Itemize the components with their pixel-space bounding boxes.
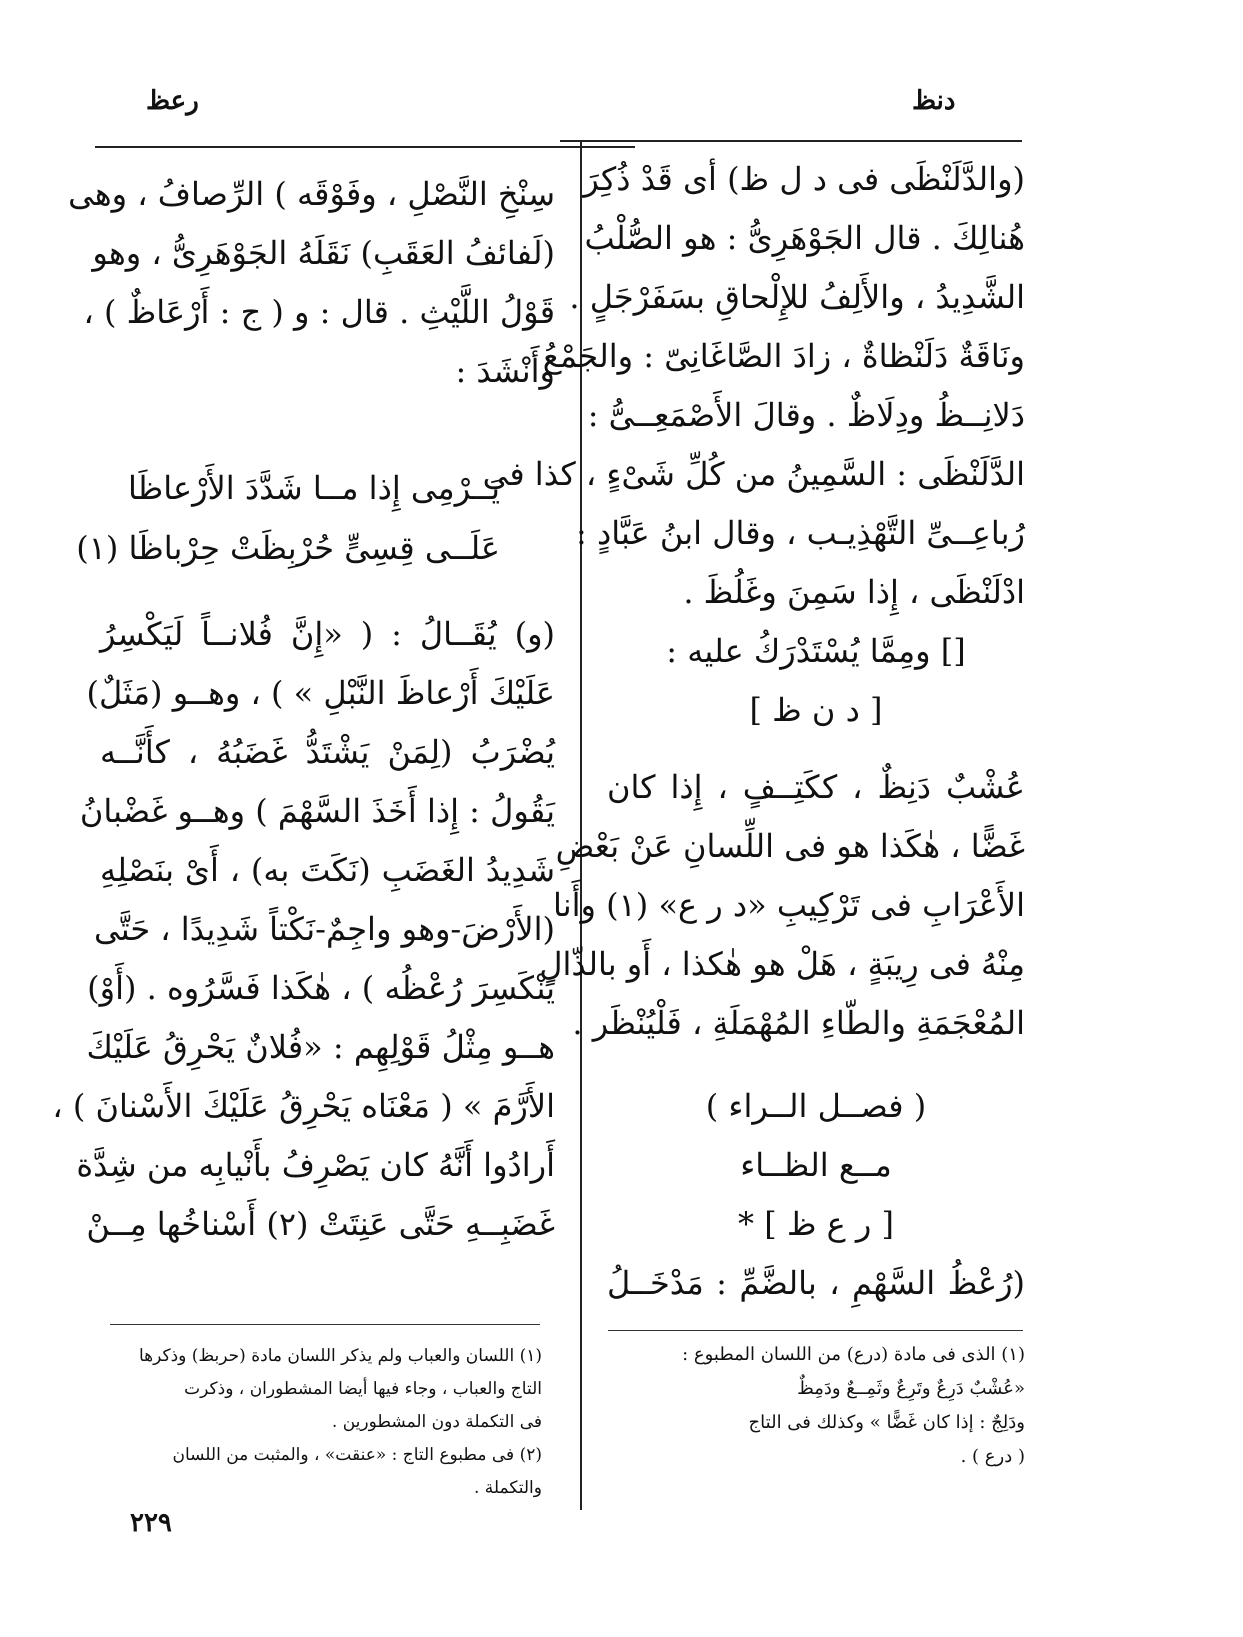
- text-line: غَضَبِــهِ حَتَّى عَنِتَتْ (٢) أَسْناخُها مِــنْ: [86, 1205, 555, 1243]
- note-line: [] ومِمَّا يُسْتَدْرَكُ عليه :: [666, 632, 966, 670]
- header-rule-right: [560, 140, 1022, 142]
- verse-block: [76, 458, 500, 578]
- left-column-continued: [52, 605, 555, 1254]
- text-line: الأَعْرَابِ فى تَرْكِيبِ «د ر ع» (١) وأَنا: [552, 886, 1025, 924]
- running-header-right: دنظ: [912, 86, 956, 116]
- page-number: ٢٢٩: [130, 1508, 172, 1538]
- text-line: مِنْهُ فى رِيبَةٍ ، هَلْ هو هٰكذا ، أَو بالذّالِ: [539, 945, 1025, 983]
- text-line: يَنْكَسِرَ رُعْظُه ) ، هٰكَذا فَسَّرُوه . (أَوْ): [87, 969, 555, 1007]
- text-line: (و) يُقَــالُ : ( «إِنَّ فُلانــاً لَيَكْسِرُ: [100, 615, 555, 653]
- text-line: الشَّدِيدُ ، والأَلِفُ للإِلْحاقِ بسَفَرْجَلٍ .: [569, 278, 1025, 316]
- footnote-line: (٢) فى مطبوع التاج : «عنقت» ، والمثبت من اللسان: [172, 1445, 542, 1465]
- text-line: المُعْجَمَةِ والطّاءِ المُهْمَلَةِ ، فَلْيُنْظَر .: [572, 1004, 1025, 1042]
- footnote-line: (١) الذى فى مادة (درع) من اللسان المطبوع :: [682, 1344, 1025, 1365]
- entry-heading: [ ر ع ظ ] *: [738, 1205, 894, 1243]
- left-column: [68, 165, 555, 401]
- footnotes-left: [112, 1340, 542, 1505]
- footnote-line: ودَلِجٌ : إذا كان غَضًّا » وكذلك فى التاج: [748, 1412, 1025, 1433]
- text-line: قَوْلُ اللَّيْثِ . قال : و ( ج : أَرْعَاظٌ ) ،: [83, 293, 555, 331]
- footnote-rule-left: [110, 1324, 540, 1325]
- text-line: (رُعْظُ السَّهْمِ ، بالضَّمِّ : مَدْخَــلُ: [607, 1264, 1025, 1302]
- text-line: دَلانِــظُ ودِلَاظٌ . وقالَ الأَصْمَعِــىُّ :: [587, 396, 1025, 434]
- text-line: سِنْخِ النَّصْلِ ، وفَوْقَه ) الرِّصافُ ، وهى: [68, 175, 555, 213]
- text-line: شَدِيدُ الغَضَبِ (نَكَتَ به) ، أَىْ بنَصْلِهِ: [100, 851, 555, 889]
- header-rule-left: [95, 146, 635, 148]
- footnote-line: فى التكملة دون المشطورين .: [331, 1412, 542, 1432]
- text-line: رُباعِــىِّ التَّهْذِيـب ، وقال ابنُ عَبَّادٍ :: [576, 514, 1025, 552]
- text-line: (لَفائفُ العَقَبِ) نَقَلَهُ الجَوْهَرِىُّ ، وهو: [92, 234, 555, 272]
- running-header-left: رعظ: [146, 86, 199, 116]
- footnote-rule-right: [608, 1330, 1023, 1331]
- footnote-line: التاج والعباب ، وجاء فيها أيضا المشطوران ، وذكرت: [184, 1379, 542, 1399]
- verse-line: يَــرْمِى إِذا مــا شَدَّدَ الأَرْعاظَا: [128, 469, 500, 507]
- text-line: هــو مِثْلُ قَوْلِهِم : «فُلانٌ يَحْرِقُ عَلَيْكَ: [86, 1028, 555, 1066]
- text-line: وأَنْشَدَ :: [455, 352, 555, 390]
- footnote-line: والتكملة .: [473, 1478, 542, 1498]
- text-line: الدَّلَنْظَى : السَّمِينُ من كُلِّ شَىْءٍ ، كذا فى: [482, 455, 1025, 493]
- footnote-line: ( درع ) .: [960, 1446, 1025, 1467]
- text-line: (والدَّلَنْظَى فى د ل ظ) أى قَدْ ذُكِرَ: [583, 160, 1025, 198]
- section-subtitle: مــع الظــاء: [740, 1146, 892, 1184]
- text-line: يَقُولُ : إِذا أَخَذَ السَّهْمَ ) وهــو غَضْبانُ: [79, 792, 555, 830]
- footnotes-right: [655, 1338, 1025, 1474]
- text-line: (الأَرْضَ-وهو واجِمٌ-نَكْتاً شَدِيدًا ، حَتَّى: [94, 910, 555, 948]
- verse-line: عَلَــى قِسِىٍّ حُرْبِظَتْ حِرْباظَا (١): [76, 529, 500, 567]
- text-line: ونَاقَةٌ دَلَنْظاةٌ ، زادَ الصَّاغَانِىّ : والجَمْعُ: [542, 337, 1025, 375]
- text-line: عَلَيْكَ أَرْعاظَ النَّبْلِ » ) ، وهــو (مَثَلٌ): [86, 674, 555, 712]
- text-line: عُشْبٌ دَنِظٌ ، ككَتِــفٍ ، إِذا كان: [607, 768, 1025, 806]
- text-line: أَرادُوا أَنَّهُ كان يَصْرِفُ بأَنْيابِه من شِدَّة: [76, 1146, 555, 1184]
- text-line: الأَرَّمَ » ( مَعْنَاه يَحْرِقُ عَلَيْكَ الأَسْنانَ ) ،: [52, 1087, 555, 1125]
- footnote-line: «عُشْبٌ دَرِعٌ وتَرِعٌ وثَمِــعٌ ودَمِظٌ: [797, 1378, 1025, 1399]
- text-line: هُنالِكَ . قال الجَوْهَرِىُّ : هو الصُّلْبُ: [584, 219, 1025, 257]
- entry-heading: [ د ن ظ ]: [749, 691, 883, 729]
- footnote-line: (١) اللسان والعباب ولم يذكر اللسان مادة (حربظ) وذكرها: [138, 1346, 542, 1366]
- text-line: ادْلَنْظَى ، إِذا سَمِنَ وغَلُظَ .: [683, 573, 1025, 611]
- text-line: غَضًّا ، هٰكَذا هو فى اللِّسانِ عَنْ بَعْضِ: [555, 827, 1025, 865]
- section-title: ( فصــل الــراء ): [705, 1087, 927, 1125]
- text-line: يُضْرَبُ (لِمَنْ يَشْتَدُّ غَضَبُهُ ، كأَنَّــه: [100, 733, 555, 771]
